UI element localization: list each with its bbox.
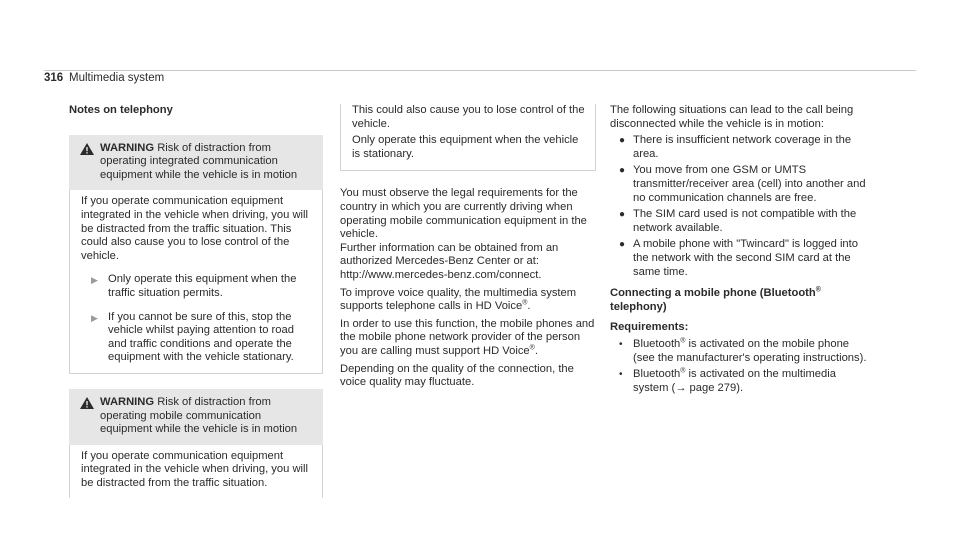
warning-triangle-icon [80,397,94,409]
warning-label: WARNING [100,141,155,154]
warning-text: If you operate communication equipment integrated in the vehicle when driving, you will be distracted from the traffic situation. [81,449,308,489]
page-reference-link[interactable]: → page 279 [675,381,737,394]
warning-header [69,389,323,445]
warning-step [81,311,312,365]
paragraph-info: Further information can be obtained from an authorized Mercedes-Benz Center or at: http://www.mercedes-benz.com/connect. [340,241,559,281]
requirements-list [610,338,872,395]
heading-connecting: Connecting a mobile phone (Bluetooth® telephony) [610,286,821,313]
warning-step [81,273,312,300]
warning-header [69,135,323,191]
page-number: 316 [44,72,64,84]
continuation-text-2: Only operate this equipment when the vehicle is stationary. [352,134,579,160]
list-item: ● A mobile phone with "Twincard" is logged into the network with the second SIM card at the same time. [619,238,858,278]
warning-body [69,190,323,374]
paragraph-requirements-hd: In order to use this function, the mobile phones and the mobile phone network provider of the person you are calling must support HD Voice®. [340,317,595,357]
header-rule [44,70,916,71]
warning-box-2 [69,389,323,499]
section-title: Multimedia system [69,72,165,84]
arrow-right-icon: ▶ [91,275,98,286]
heading-telephony: Notes on telephony [69,104,173,116]
column-3 [610,104,872,398]
bullet-icon: ● [619,239,626,251]
list-item: • Bluetooth® is activated on the multimedia system (→ page 279). [619,367,836,394]
list-item: ● There is insufficient network coverage in the area. [619,134,852,160]
list-item: ● You move from one GSM or UMTS transmitter/receiver area (cell) into another and no communication channels are free. [619,164,866,204]
warning-label: WARNING [100,395,155,408]
warning-title: Risk of distraction from operating mobile communication equipment while the vehicle is in motion [100,395,298,436]
paragraph-legal: You must observe the legal requirements for the country in which you are currently driving when operating mobile communication equipment in the vehicle. [340,187,587,241]
bullet-icon: • [619,369,623,381]
warning-continuation [340,104,596,171]
warning-box-1 [69,135,323,374]
bullet-icon: ● [619,165,626,177]
disconnect-list [610,134,872,279]
warning-title: Risk of distraction from operating integrated communication equipment while the vehicle is in motion [100,141,298,181]
list-item: ● The SIM card used is not compatible with the network available. [619,208,857,234]
warning-text: If you operate communication equipment integrated in the vehicle when driving, you will be distracted from the traffic situation. This could also cause you to lose control of the vehicle. [81,195,308,262]
paragraph-quality: Depending on the quality of the connection, the voice quality may fluctuate. [340,362,574,389]
column-2 [340,104,596,390]
requirements-label: Requirements: [610,321,689,334]
paragraph-disconnect: The following situations can lead to the call being disconnected while the vehicle is in motion: [610,104,854,130]
arrow-right-icon: ▶ [91,312,98,323]
warning-triangle-icon [80,143,94,155]
column-1 [69,104,323,498]
step-text: Only operate this equipment when the traffic situation permits. [108,273,297,299]
paragraph-hd-voice: To improve voice quality, the multimedia system supports telephone calls in HD Voice®. [340,286,577,313]
bullet-icon: • [619,338,623,350]
step-text: If you cannot be sure of this, stop the vehicle whilst paying attention to road and traffic conditions and operate the equipment with the vehicle stationary. [108,310,294,364]
list-item: • Bluetooth® is activated on the mobile phone (see the manufacturer's operating instructions). [619,337,867,364]
bullet-icon: ● [619,209,626,221]
continuation-text-1: This could also cause you to lose control of the vehicle. [352,104,585,130]
warning-body [69,445,323,499]
bullet-icon: ● [619,135,626,147]
